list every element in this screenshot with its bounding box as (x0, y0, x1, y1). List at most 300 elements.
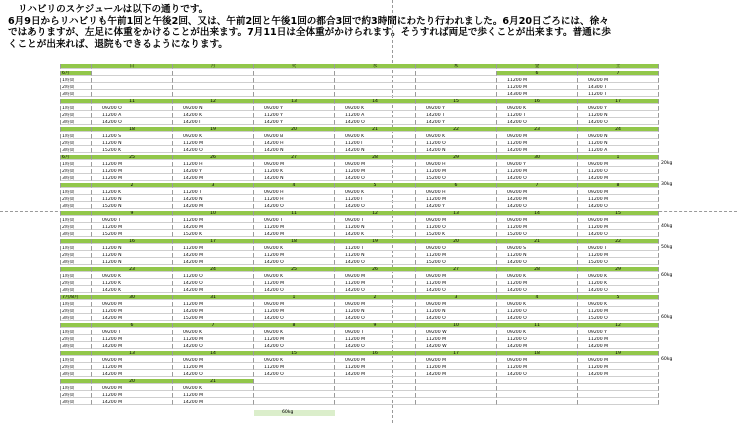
session-cell: 14200 O (335, 176, 416, 181)
session-cell: 09200 M (578, 162, 659, 167)
session-cell: 11200 O (416, 225, 497, 230)
session-cell: 14200 O (578, 288, 659, 293)
date-cell (173, 71, 254, 76)
row-label: 2時間 (60, 113, 92, 118)
intro-line-3: ではありますが、左足に体重をかけることが出来ます。7月11日は全体重がかけられます。そうすれば両足で歩くことが出来ます。普通に歩 (8, 27, 611, 38)
session-cell: 14200 O (254, 316, 335, 321)
weight-note: 20kg (661, 161, 673, 166)
session-cell: 09200 K (92, 274, 173, 279)
session-cell: 11200 A (92, 113, 173, 118)
session-cell: 14200 O (173, 344, 254, 349)
session-cell: 11200 S (92, 134, 173, 139)
row-label (60, 127, 92, 132)
session-cell: 14200 M (92, 372, 173, 377)
footer-weight-strip (254, 410, 335, 416)
session-cell: 11200 O (173, 274, 254, 279)
session-cell: 14200 I (173, 120, 254, 125)
session-cell: 11200 N (92, 260, 173, 265)
session-cell: 11200 I (335, 141, 416, 146)
session-cell: 11200 M (578, 309, 659, 314)
session-cell: 14200 M (335, 372, 416, 377)
row-label: 3時間 (60, 232, 92, 237)
date-cell: 27 (254, 155, 335, 160)
session-cell: 11200 Y (254, 113, 335, 118)
date-cell: 15 (578, 211, 659, 216)
date-cell: 8 (578, 183, 659, 188)
date-cell: 27 (416, 267, 497, 272)
session-cell: 09200 K (335, 190, 416, 195)
date-cell: 3 (416, 295, 497, 300)
session-cell: 11200 M (497, 85, 578, 90)
session-cell: 09200 K (254, 246, 335, 251)
date-cell: 1 (254, 295, 335, 300)
session-cell: 09200 T (335, 330, 416, 335)
session-cell: 11200 M (173, 337, 254, 342)
date-cell: 19 (335, 239, 416, 244)
session-cell: 14200 N (173, 197, 254, 202)
session-cell: 11200 N (578, 141, 659, 146)
session-cell (254, 386, 335, 391)
session-cell (335, 85, 416, 90)
date-cell (416, 71, 497, 76)
session-cell: 14200 O (497, 120, 578, 125)
session-cell: 09200 M (92, 358, 173, 363)
weekday-header-corner (60, 64, 92, 69)
session-cell: 09200 Y (254, 106, 335, 111)
session-cell: 09200 M (497, 190, 578, 195)
session-cell: 14200 M (173, 309, 254, 314)
session-cell: 11200 M (497, 78, 578, 83)
session-cell: 14200 K (335, 232, 416, 237)
date-cell (92, 71, 173, 76)
session-cell: 11200 M (497, 169, 578, 174)
row-label: 3時間 (60, 260, 92, 265)
date-cell: 19 (578, 351, 659, 356)
session-cell: 14200 H (254, 141, 335, 146)
date-cell: 6 (497, 71, 578, 76)
session-cell: 09200 O (416, 246, 497, 251)
session-cell: 09200 M (254, 162, 335, 167)
date-cell: 29 (578, 267, 659, 272)
session-cell: 15200 O (497, 232, 578, 237)
session-cell: 14200 O (173, 148, 254, 153)
date-cell: 30 (497, 155, 578, 160)
session-cell (335, 386, 416, 391)
row-label (60, 323, 92, 328)
session-cell (416, 386, 497, 391)
row-label: 3時間 (60, 372, 92, 377)
row-label: 1時間 (60, 106, 92, 111)
row-label (60, 239, 92, 244)
date-cell: 21 (497, 239, 578, 244)
session-cell: 11200 T (497, 113, 578, 118)
session-cell: 11200 M (92, 225, 173, 230)
date-cell: 16 (335, 351, 416, 356)
date-cell: 5 (335, 183, 416, 188)
row-label: 3時間 (60, 176, 92, 181)
session-cell: 11200 M (254, 253, 335, 258)
session-cell: 11200 M (497, 225, 578, 230)
session-cell (335, 393, 416, 398)
session-cell: 14200 M (92, 344, 173, 349)
session-cell: 14200 K (173, 113, 254, 118)
session-cell: 09200 M (335, 302, 416, 307)
session-cell: 11200 T (335, 246, 416, 251)
row-label: 2時間 (60, 169, 92, 174)
session-cell: 15200 M (92, 232, 173, 237)
session-cell: 11200 K (254, 169, 335, 174)
session-cell: 14200 W (416, 344, 497, 349)
session-cell (173, 78, 254, 83)
date-cell: 15 (416, 99, 497, 104)
session-cell (335, 400, 416, 405)
session-cell: 14200 M (416, 372, 497, 377)
weight-note: 40kg (661, 224, 673, 229)
session-cell: 11200 M (92, 393, 173, 398)
row-label: 1時間 (60, 218, 92, 223)
date-cell: 2 (92, 183, 173, 188)
date-cell: 19 (173, 127, 254, 132)
date-cell: 16 (497, 99, 578, 104)
date-cell: 26 (335, 267, 416, 272)
weekday-header-cell: 水 (335, 64, 416, 69)
session-cell: 09200 K (254, 330, 335, 335)
session-cell: 09200 K (497, 106, 578, 111)
session-cell: 11200 M (497, 365, 578, 370)
date-cell: 20 (92, 379, 173, 384)
date-cell: 15 (254, 351, 335, 356)
date-cell: 12 (578, 323, 659, 328)
session-cell: 14200 Y (416, 204, 497, 209)
date-cell: 17 (578, 99, 659, 104)
session-cell (254, 85, 335, 90)
session-cell: 11200 M (578, 365, 659, 370)
row-label: 3時間 (60, 316, 92, 321)
session-cell: 09200 M (578, 218, 659, 223)
date-cell (497, 379, 578, 384)
session-cell: 11200 T (578, 92, 659, 97)
session-cell: 09200 Y (578, 106, 659, 111)
session-cell: 09200 K (497, 330, 578, 335)
session-cell: 09200 K (416, 134, 497, 139)
session-cell: 11200 M (254, 337, 335, 342)
date-cell: 20 (416, 239, 497, 244)
session-cell: 14200 M (578, 176, 659, 181)
session-cell: 09200 Y (578, 330, 659, 335)
date-cell: 28 (335, 155, 416, 160)
date-cell: 21 (173, 379, 254, 384)
weight-note: 30kg (661, 182, 673, 187)
row-label: 1時間 (60, 78, 92, 83)
session-cell: 15200 O (416, 176, 497, 181)
session-cell: 14200 O (497, 316, 578, 321)
row-label: 3時間 (60, 204, 92, 209)
row-label (60, 267, 92, 272)
session-cell: 09200 M (335, 358, 416, 363)
session-cell (578, 386, 659, 391)
weekday-header-cell: 火 (254, 64, 335, 69)
session-cell: 14200 O (335, 344, 416, 349)
date-cell: 30 (92, 295, 173, 300)
session-cell: 09200 M (335, 162, 416, 167)
weight-note: 60kg (661, 273, 673, 278)
session-cell: 11200 I (335, 197, 416, 202)
weekday-header-cell: 土 (578, 64, 659, 69)
session-cell: 14200 O (497, 204, 578, 209)
session-cell: 14200 M (173, 176, 254, 181)
session-cell: 09200 M (173, 358, 254, 363)
session-cell: 09200 K (173, 386, 254, 391)
date-cell (416, 379, 497, 384)
session-cell: 11200 A (578, 148, 659, 153)
session-cell: 11200 H (254, 197, 335, 202)
session-cell: 14200 O (335, 204, 416, 209)
date-cell (335, 379, 416, 384)
row-label: 3時間 (60, 148, 92, 153)
intro-paragraph (8, 4, 730, 50)
session-cell: 11200 N (335, 225, 416, 230)
date-cell: 13 (92, 351, 173, 356)
session-cell: 14200 M (92, 316, 173, 321)
session-cell: 14200 O (335, 120, 416, 125)
weekday-header-cell: 金 (497, 64, 578, 69)
row-label: 1時間 (60, 386, 92, 391)
date-cell (578, 379, 659, 384)
session-cell: 11200 M (335, 281, 416, 286)
row-label: 2時間 (60, 337, 92, 342)
date-cell: 13 (254, 99, 335, 104)
date-cell (335, 71, 416, 76)
row-label: 6月 (60, 155, 92, 160)
date-cell: 29 (416, 155, 497, 160)
date-cell: 18 (254, 239, 335, 244)
row-label: 2時間 (60, 365, 92, 370)
session-cell (173, 85, 254, 90)
session-cell: 11200 O (578, 169, 659, 174)
session-cell: 09200 M (416, 274, 497, 279)
session-cell: 09200 T (335, 218, 416, 223)
date-cell: 21 (335, 127, 416, 132)
session-cell: 09200 T (92, 218, 173, 223)
row-label: 1時間 (60, 330, 92, 335)
session-cell: 11200 N (92, 141, 173, 146)
session-cell: 15200 N (92, 204, 173, 209)
row-label (60, 351, 92, 356)
session-cell: 11200 M (173, 393, 254, 398)
session-cell: 11200 M (578, 253, 659, 258)
date-cell: 14 (497, 211, 578, 216)
weight-note: 50kg (661, 245, 673, 250)
row-label: 2時間 (60, 225, 92, 230)
session-cell: 09200 T (578, 246, 659, 251)
date-cell: 25 (92, 155, 173, 160)
session-cell: 14200 M (92, 400, 173, 405)
session-cell: 11200 M (578, 225, 659, 230)
session-cell: 14300 M (497, 92, 578, 97)
session-cell: 11200 M (578, 337, 659, 342)
row-label: 2時間 (60, 309, 92, 314)
session-cell: 11200 N (92, 246, 173, 251)
session-cell (92, 78, 173, 83)
session-cell (173, 92, 254, 97)
session-cell: 09200 W (416, 330, 497, 335)
intro-line-1: リハビリのスケジュールは以下の通りです。 (18, 4, 209, 15)
session-cell: 14200 O (497, 260, 578, 265)
date-cell: 8 (254, 323, 335, 328)
session-cell: 09200 M (416, 218, 497, 223)
session-cell: 14200 M (578, 372, 659, 377)
date-cell: 24 (173, 267, 254, 272)
date-cell: 11 (497, 323, 578, 328)
session-cell: 09200 M (578, 358, 659, 363)
session-cell: 09200 M (578, 78, 659, 83)
session-cell: 09200 K (254, 358, 335, 363)
session-cell: 14300 T (578, 85, 659, 90)
session-cell (416, 393, 497, 398)
session-cell: 09200 B (254, 134, 335, 139)
session-cell: 14200 O (254, 260, 335, 265)
date-cell: 7 (173, 323, 254, 328)
date-cell: 11 (254, 211, 335, 216)
session-cell (578, 393, 659, 398)
session-cell: 14200 O (578, 120, 659, 125)
intro-line-2: 6月9日からリハビリも午前1回と午後2回、又は、午前2回と午後1回の都合3回で約3時間にわたり行われました。6月20日ごろには、徐々 (8, 15, 609, 27)
session-cell (416, 92, 497, 97)
session-cell: 09200 M (497, 134, 578, 139)
date-cell: 5 (578, 295, 659, 300)
session-cell: 11200 M (254, 365, 335, 370)
footer-weight-note: 60kg (282, 410, 294, 415)
session-cell: 14200 M (173, 225, 254, 230)
date-cell (254, 71, 335, 76)
session-cell: 09200 M (416, 302, 497, 307)
date-cell: 4 (497, 295, 578, 300)
session-cell: 09200 N (173, 106, 254, 111)
row-label: 1時間 (60, 190, 92, 195)
session-cell: 15200 M (173, 316, 254, 321)
session-cell: 09200 H (254, 190, 335, 195)
session-cell: 14200 K (92, 288, 173, 293)
session-cell: 11200 M (173, 141, 254, 146)
session-cell: 11200 T (173, 190, 254, 195)
date-cell: 10 (173, 211, 254, 216)
row-label: 1時間 (60, 246, 92, 251)
session-cell: 09200 K (578, 274, 659, 279)
session-cell: 14200 O (173, 372, 254, 377)
session-cell: 11200 M (92, 309, 173, 314)
session-cell: 11200 M (92, 365, 173, 370)
row-label: 1時間 (60, 162, 92, 167)
date-cell: 23 (497, 127, 578, 132)
session-cell: 14200 Y (254, 120, 335, 125)
session-cell: 11200 N (335, 309, 416, 314)
session-cell: 09200 K (578, 302, 659, 307)
session-cell: 09200 H (416, 190, 497, 195)
date-cell: 22 (578, 239, 659, 244)
session-cell: 15200 O (578, 260, 659, 265)
session-cell: 09200 K (173, 330, 254, 335)
session-cell: 14200 O (578, 232, 659, 237)
date-cell: 28 (497, 267, 578, 272)
session-cell: 14200 O (335, 288, 416, 293)
session-cell: 09200 N (578, 134, 659, 139)
row-label: 2時間 (60, 253, 92, 258)
session-cell: 09200 M (92, 386, 173, 391)
session-cell (335, 78, 416, 83)
date-cell: 10 (416, 323, 497, 328)
session-cell: 14200 T (416, 113, 497, 118)
session-cell: 14200 M (497, 197, 578, 202)
date-cell: 18 (92, 127, 173, 132)
session-cell (416, 400, 497, 405)
date-cell: 12 (173, 99, 254, 104)
session-cell: 11200 M (416, 169, 497, 174)
date-cell: 6 (416, 183, 497, 188)
session-cell (497, 386, 578, 391)
session-cell: 09200 Y (497, 162, 578, 167)
row-label: 1時間 (60, 358, 92, 363)
date-cell: 18 (497, 351, 578, 356)
session-cell: 14200 O (254, 372, 335, 377)
row-label: 2時間 (60, 281, 92, 286)
session-cell: 11200 N (92, 197, 173, 202)
date-cell: 22 (416, 127, 497, 132)
session-cell: 09200 T (92, 330, 173, 335)
weight-note: 60kg (661, 357, 673, 362)
date-cell: 4 (254, 183, 335, 188)
session-cell: 14200 O (497, 372, 578, 377)
session-cell: 09200 K (497, 274, 578, 279)
row-label: 3時間 (60, 120, 92, 125)
session-cell: 11200 N (92, 253, 173, 258)
session-cell: 14200 M (254, 232, 335, 237)
session-cell: 11200 M (173, 218, 254, 223)
session-cell: 11200 A (335, 113, 416, 118)
date-cell: 17 (416, 351, 497, 356)
session-cell (254, 92, 335, 97)
row-label (60, 211, 92, 216)
date-cell: 14 (173, 351, 254, 356)
row-label: 6月 (60, 71, 92, 76)
date-cell: 6 (92, 323, 173, 328)
weight-note: 60kg (661, 315, 673, 320)
session-cell: 11200 M (254, 225, 335, 230)
session-cell: 09200 Y (416, 106, 497, 111)
date-cell: 17 (173, 239, 254, 244)
row-label: 3時間 (60, 344, 92, 349)
session-cell: 09200 M (335, 274, 416, 279)
session-cell: 14200 N (416, 148, 497, 153)
date-cell (254, 379, 335, 384)
session-cell: 09200 M (578, 190, 659, 195)
session-cell: 11200 N (416, 309, 497, 314)
row-label (60, 99, 92, 104)
session-cell: 11200 M (497, 141, 578, 146)
session-cell: 11200 M (335, 169, 416, 174)
session-cell: 11200 O (497, 337, 578, 342)
session-cell: 14200 O (416, 316, 497, 321)
session-cell: 14200 M (578, 344, 659, 349)
weekday-header-cell: 日 (92, 64, 173, 69)
session-cell: 11200 M (416, 253, 497, 258)
session-cell (578, 400, 659, 405)
session-cell: 11200 M (173, 246, 254, 251)
session-cell: 09200 M (92, 302, 173, 307)
date-cell: 11 (92, 99, 173, 104)
session-cell: 11200 M (416, 365, 497, 370)
session-cell: 15200 K (416, 232, 497, 237)
session-cell: 15200 O (578, 316, 659, 321)
